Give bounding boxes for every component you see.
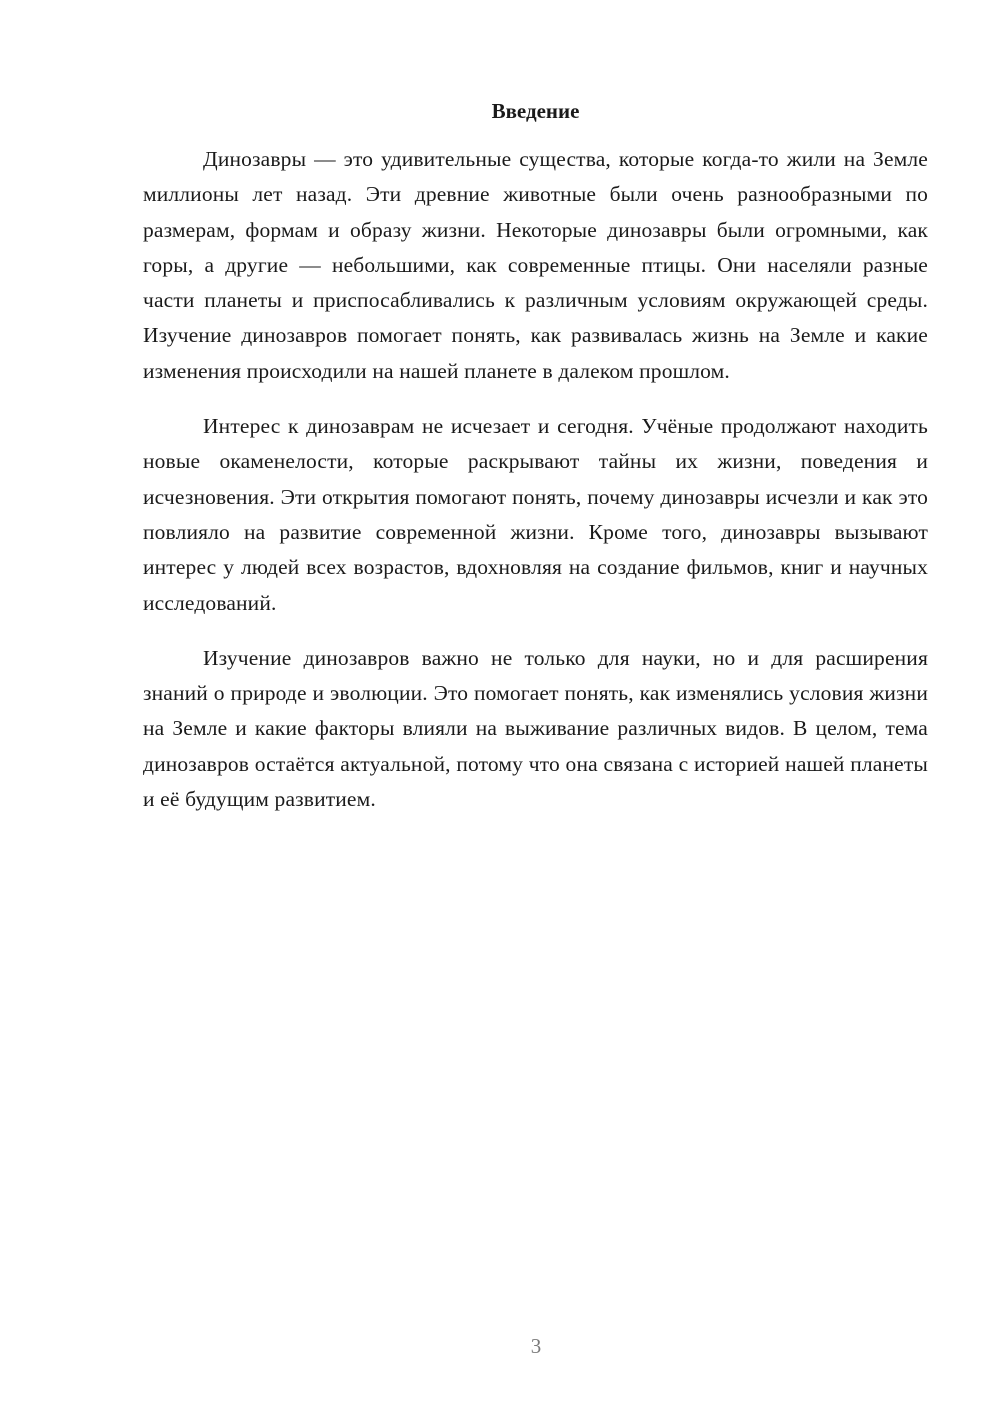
paragraph-3: Изучение динозавров важно не только для науки, но и для расширения знаний о природе и эволюции. Это помогает понять, как изменялись условия жизни на Земле и какие факторы влияли на выживание различных видов. В целом, тема динозавров остаётся актуальной, потому что она связана с историей нашей планеты и её будущим развитием. — [143, 645, 928, 812]
paragraph-2: Интерес к динозаврам не исчезает и сегодня. Учёные продолжают находить новые окаменелости, которые раскрывают тайны их жизни, поведения и исчезновения. Эти открытия помогают понять, почему динозавры исчезли и как это повлияло на развитие современной жизни. Кроме того, динозавры вызывают интерес у людей всех возрастов, вдохновляя на создание фильмов, книг и научных исследований. — [143, 414, 928, 615]
body-text — [143, 142, 928, 837]
paragraph-1: Динозавры — это удивительные существа, которые когда-то жили на Земле миллионы лет назад. Эти древние животные были очень разнообразными по размерам, формам и образу жизни. Некоторые динозавры были огромными, как горы, а другие — небольшими, как современные птицы. Они населяли разные части планеты и приспосабливались к различным условиям окружающей среды. Изучение динозавров помогает понять, как развивалась жизнь на Земле и какие изменения происходили на нашей планете в далеком прошлом. — [143, 147, 928, 383]
page-number: 3 — [530, 1334, 542, 1358]
section-heading: Введение — [491, 99, 580, 123]
